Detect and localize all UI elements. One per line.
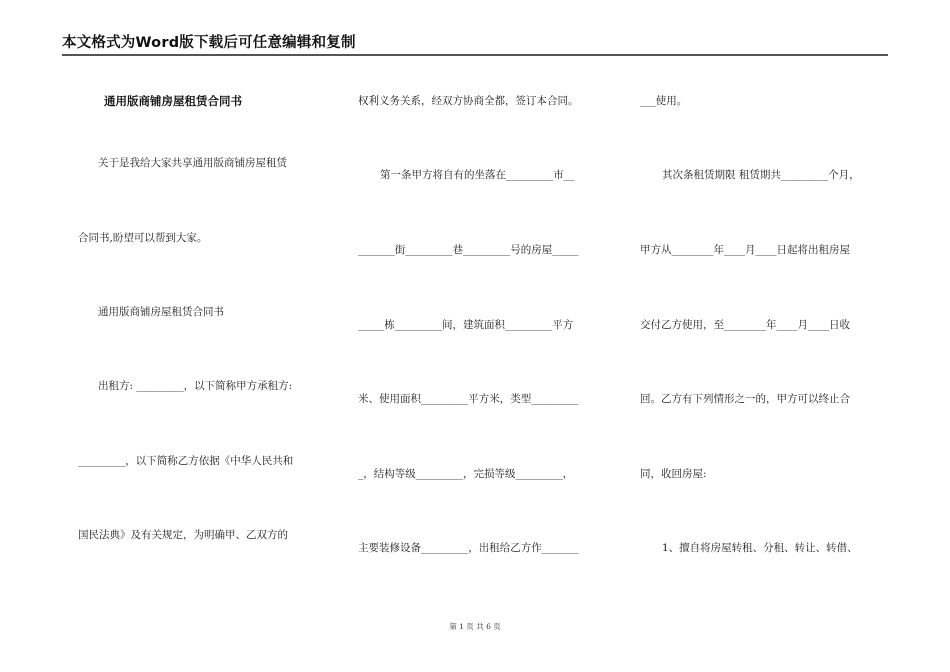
page-footer: 第 1 页 共 6 页 — [449, 622, 501, 631]
right-line-4: 回。乙方有下列情形之一的，甲方可以终止合 — [640, 393, 850, 405]
left-line-1: 关于是我给大家共享通用版商铺房屋租赁 — [98, 157, 287, 169]
header-text: 本文格式为Word版下载后可任意编辑和复制 — [62, 35, 356, 51]
page-header — [62, 34, 888, 56]
left-line-2: 合同书,盼望可以帮到大家。 — [78, 232, 208, 244]
right-line-3: 交付乙方使用，至________年____月____日收 — [640, 319, 850, 331]
middle-line-0: 权利义务关系，经双方协商全都，签订本合同。 — [358, 95, 579, 107]
middle-line-6: 主要装修设备_________，出租给乙方作_______ — [358, 542, 579, 554]
right-line-1: 其次条租赁期限 租赁期共_________个月， — [662, 169, 860, 181]
left-line-5: _________，以下简称乙方依据《中华人民共和 — [78, 455, 294, 467]
middle-line-3: _____栋_________间，建筑面积_________平方 — [358, 319, 574, 331]
document-title: 通用版商铺房屋租赁合同书 — [104, 94, 242, 108]
right-line-0: ___使用。 — [640, 95, 688, 107]
middle-line-5: _，结构等级_________，完损等级_________， — [358, 468, 574, 480]
left-line-6: 国民法典》及有关规定，为明确甲、乙双方的 — [78, 529, 288, 541]
middle-line-1: 第一条甲方将自有的坐落在_________市__ — [380, 169, 575, 181]
right-line-5: 同，收回房屋: — [640, 468, 707, 480]
middle-line-4: 米、使用面积_________平方米，类型_________ — [358, 393, 579, 405]
right-line-2: 甲方从________年____月____日起将出租房屋 — [640, 244, 850, 256]
left-line-4: 出租方: _________，以下简称甲方承租方: — [98, 380, 293, 392]
middle-line-2: _______街_________巷_________号的房屋_____ — [358, 244, 579, 256]
left-line-3: 通用版商铺房屋租赁合同书 — [98, 306, 224, 318]
right-line-6: 1、擅自将房屋转租、分租、转让、转借、 — [662, 542, 858, 554]
